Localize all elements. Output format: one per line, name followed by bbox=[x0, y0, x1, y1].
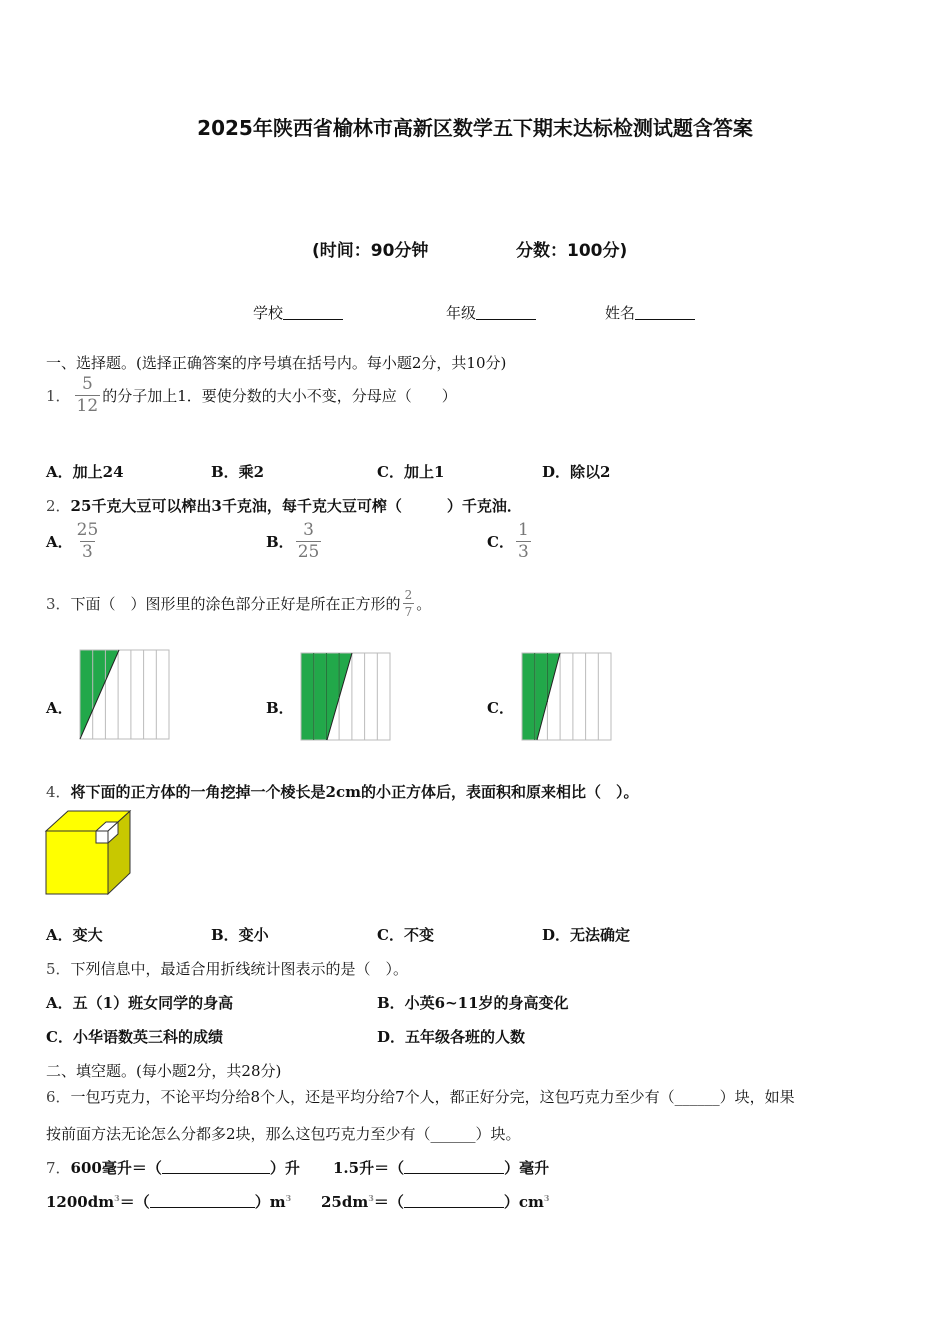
section2-heading: 二、填空题。(每小题2分，共28分) bbox=[46, 1062, 282, 1080]
q2-option-c-fraction: $\frac{1}{3}$ bbox=[517, 520, 529, 562]
q4-option-b[interactable]: B．变小 bbox=[211, 926, 269, 944]
q4-option-d[interactable]: D．无法确定 bbox=[542, 926, 631, 944]
q5-text: 下列信息中，最适合用折线统计图表示的是（ ）。 bbox=[70, 960, 409, 978]
q3-number: 3． bbox=[46, 595, 71, 613]
q6-number: 6． bbox=[46, 1088, 71, 1106]
q3-c-shaded-region bbox=[522, 653, 560, 740]
q7-number: 7． bbox=[46, 1159, 71, 1177]
q3-option-a-figure[interactable] bbox=[79, 649, 171, 741]
question-7-part-d: $25dm^3=$（ ）$cm^3$ bbox=[321, 1193, 550, 1211]
q3-option-c-label[interactable]: C． bbox=[487, 699, 514, 717]
q2-option-c[interactable]: C． $\frac{1}{3}$ bbox=[487, 520, 529, 562]
question-7-part-b: 1.5升＝（ ）毫升 bbox=[333, 1159, 550, 1177]
school-label: 学校 bbox=[253, 304, 284, 322]
question-1 bbox=[46, 376, 457, 415]
q3-tail: 。 bbox=[416, 595, 432, 613]
q3-option-b-figure[interactable] bbox=[300, 652, 392, 742]
q4-text: 将下面的正方体的一角挖掉一个棱长是2cm的小正方体后，表面积和原来相比（ ）。 bbox=[70, 783, 639, 801]
q5-option-b[interactable]: B．小英6~11岁的身高变化 bbox=[377, 994, 569, 1012]
grade-field[interactable] bbox=[446, 302, 536, 323]
q5-number: 5． bbox=[46, 960, 71, 978]
q3-option-a-label[interactable]: A． bbox=[46, 699, 73, 717]
q7-d-blank[interactable] bbox=[404, 1193, 504, 1208]
name-blank[interactable] bbox=[635, 304, 695, 320]
q7-c-blank[interactable] bbox=[150, 1193, 255, 1208]
q1-fraction: $\frac{5}{12}$ bbox=[76, 374, 99, 416]
question-6-line-1 bbox=[46, 1086, 795, 1107]
q6-text-2: 按前面方法无论怎么分都多2块，那么这包巧克力至少有（______）块。 bbox=[46, 1125, 521, 1143]
q4-cube-figure bbox=[44, 810, 134, 896]
q1-number: 1． bbox=[46, 387, 71, 405]
q4-option-c[interactable]: C．不变 bbox=[377, 926, 434, 944]
q7-b-blank[interactable] bbox=[404, 1159, 504, 1174]
q2-option-a-fraction: $\frac{25}{3}$ bbox=[76, 520, 99, 562]
page-title: 2025年陕西省榆林市高新区数学五下期末达标检测试题含答案 bbox=[197, 116, 753, 140]
q1-option-b[interactable]: B．乘2 bbox=[211, 463, 265, 481]
q1-option-c[interactable]: C．加上1 bbox=[377, 463, 445, 481]
q1-option-a[interactable]: A．加上24 bbox=[46, 463, 124, 481]
question-4 bbox=[46, 781, 639, 802]
q3-text: 下面（ ）图形里的涂色部分正好是所在正方形的 bbox=[70, 595, 401, 613]
q5-option-c[interactable]: C．小华语数英三科的成绩 bbox=[46, 1028, 223, 1046]
section1-heading: 一、选择题。(选择正确答案的序号填在括号内。每小题2分，共10分) bbox=[46, 354, 507, 372]
exam-time: (时间：90分钟 bbox=[312, 241, 429, 261]
q6-text-1: 一包巧克力，不论平均分给8个人，还是平均分给7个人，都正好分完，这包巧克力至少有（______）块，如果 bbox=[70, 1088, 795, 1106]
grade-blank[interactable] bbox=[476, 304, 536, 320]
school-blank[interactable] bbox=[283, 304, 343, 320]
question-2 bbox=[46, 495, 522, 516]
q3-fraction: $\frac{2}{7}$ bbox=[404, 588, 413, 619]
name-field[interactable] bbox=[605, 302, 695, 323]
q3-option-c-figure[interactable] bbox=[521, 652, 613, 742]
q7-a-blank[interactable] bbox=[162, 1159, 270, 1174]
exam-score: 分数：100分) bbox=[516, 241, 628, 261]
q3-option-b-label[interactable]: B． bbox=[266, 699, 294, 717]
school-field[interactable] bbox=[253, 302, 343, 323]
q4-option-a[interactable]: A．变大 bbox=[46, 926, 103, 944]
question-3 bbox=[46, 589, 431, 618]
grade-label: 年级 bbox=[446, 304, 477, 322]
q1-option-d[interactable]: D．除以2 bbox=[542, 463, 611, 481]
name-label: 姓名 bbox=[605, 304, 636, 322]
q2-option-a[interactable]: A． $\frac{25}{3}$ bbox=[46, 520, 99, 562]
q2-number: 2． bbox=[46, 497, 71, 515]
question-7-part-c: $1200dm^3=$（ ）$m^3$ bbox=[46, 1193, 292, 1211]
question-7-part-a: 7．600毫升＝（ ）升 bbox=[46, 1159, 300, 1177]
q2-text: 25千克大豆可以榨出3千克油，每千克大豆可榨（ ）千克油． bbox=[70, 497, 522, 515]
q5-option-a[interactable]: A．五（1）班女同学的身高 bbox=[46, 994, 234, 1012]
q4-number: 4． bbox=[46, 783, 71, 801]
q2-option-b-fraction: $\frac{3}{25}$ bbox=[297, 520, 320, 562]
question-5 bbox=[46, 958, 408, 979]
q2-option-b[interactable]: B． $\frac{3}{25}$ bbox=[266, 520, 320, 562]
q1-text: 的分子加上1．要使分数的大小不变，分母应（ ） bbox=[102, 387, 457, 405]
q5-option-d[interactable]: D．五年级各班的人数 bbox=[377, 1028, 526, 1046]
